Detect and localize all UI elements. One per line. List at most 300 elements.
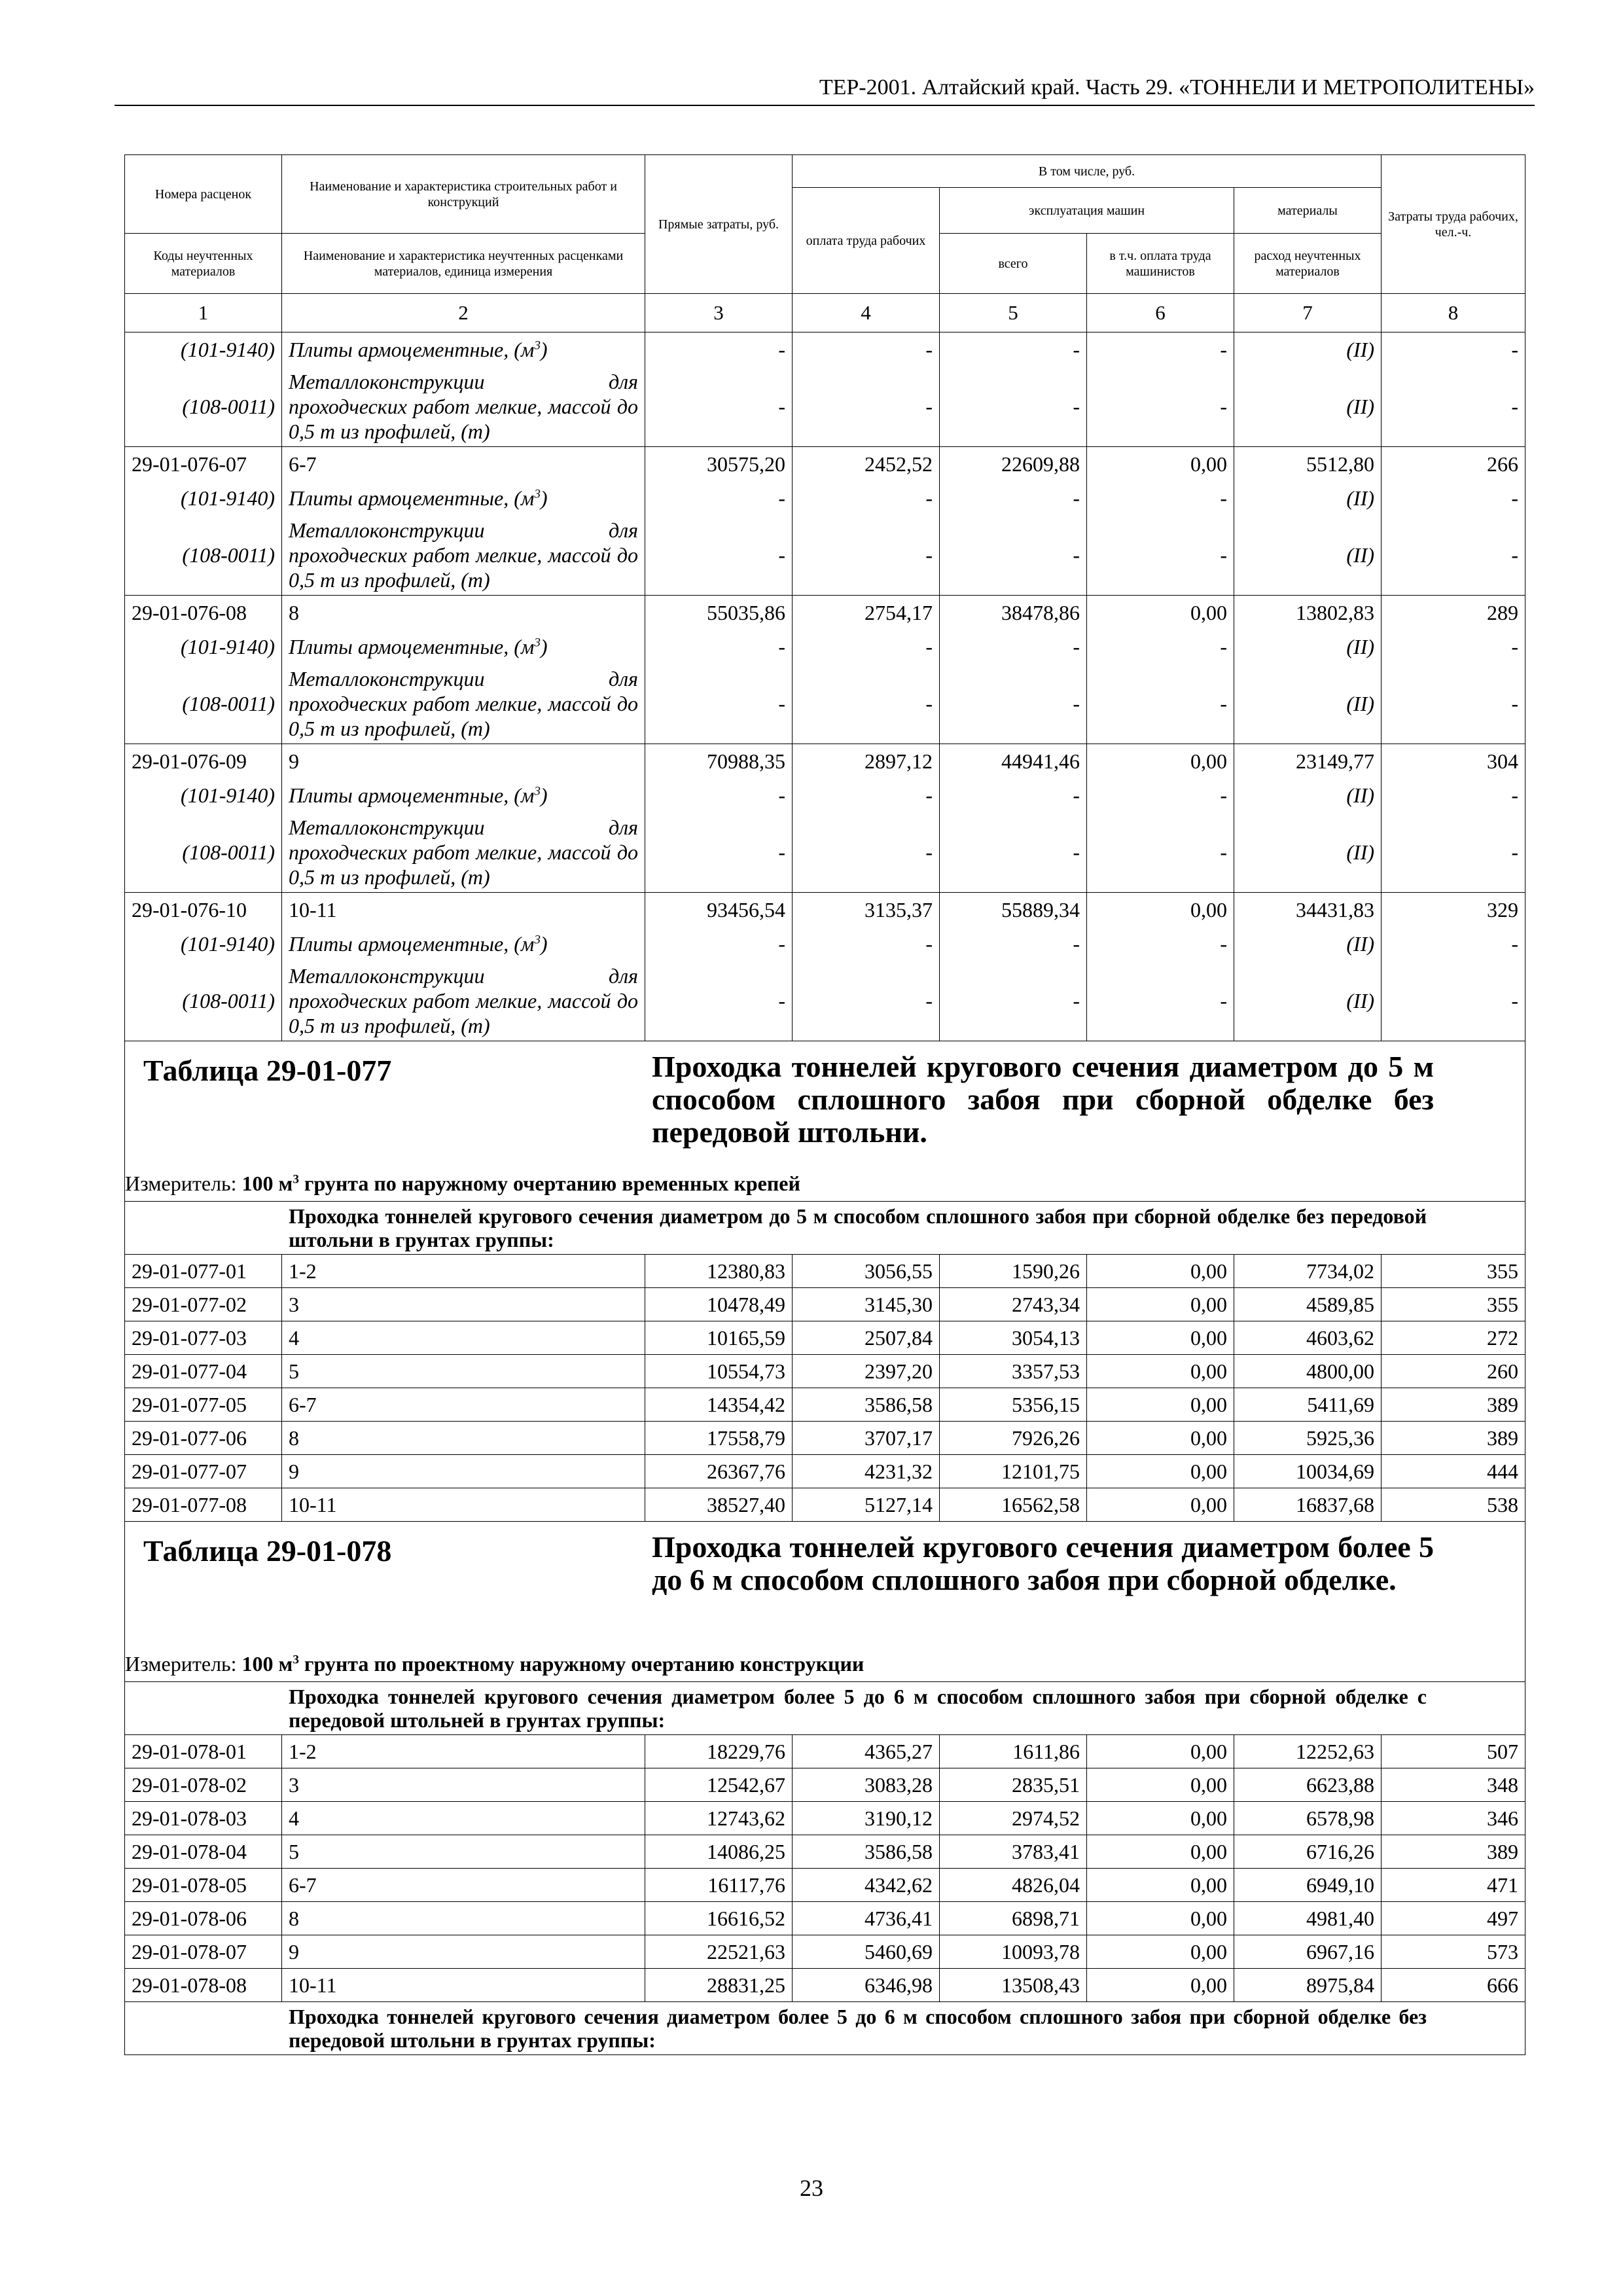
header-rule (115, 105, 1535, 106)
rate-direct: 38527,40 (645, 1488, 793, 1522)
rate-direct: 14354,42 (645, 1388, 793, 1422)
dash-cell: - (1382, 961, 1525, 1041)
measurement-unit (242, 1172, 800, 1195)
rate-hours: 444 (1382, 1455, 1525, 1488)
rate-mat: 4589,85 (1234, 1288, 1382, 1321)
table-title: Проходка тоннелей кругового сечения диаметром более 5 до 6 м способом сплошного забоя при сборной обделке. (652, 1530, 1434, 1596)
rate-code: 29-01-078-06 (125, 1902, 282, 1935)
rate-hours: 355 (1382, 1288, 1525, 1321)
dash-cell: - (940, 961, 1087, 1041)
materials-ii: (II) (1234, 812, 1382, 893)
header-labor-costs: Затраты труда рабочих, чел.-ч. (1382, 155, 1525, 294)
rate-name: 9 (282, 1455, 645, 1488)
rate-name: 10-11 (282, 893, 645, 927)
dash-cell: - (793, 332, 940, 367)
materials-ii: (II) (1234, 664, 1382, 744)
rate-mat: 7734,02 (1234, 1255, 1382, 1288)
rate-mat: 6967,16 (1234, 1935, 1382, 1969)
material-name (282, 481, 645, 515)
rate-direct: 10165,59 (645, 1321, 793, 1355)
page-header: ТЕР-2001. Алтайский край. Часть 29. «ТОННЕЛИ И МЕТРОПОЛИТЕНЫ» (819, 75, 1535, 99)
dash-cell: - (1382, 664, 1525, 744)
rate-oper: 0,00 (1087, 1902, 1234, 1935)
rate-row (125, 1935, 1525, 1969)
rate-labor: 2507,84 (793, 1321, 940, 1355)
rate-name: 6-7 (282, 447, 645, 482)
rate-code: 29-01-078-01 (125, 1735, 282, 1768)
material-row-metal (125, 961, 1525, 1041)
dash-cell: - (645, 778, 793, 812)
rate-oper: 0,00 (1087, 1388, 1234, 1422)
page-number: 23 (800, 2175, 823, 2201)
rate-mat: 10034,69 (1234, 1455, 1382, 1488)
rate-direct: 12542,67 (645, 1768, 793, 1802)
rate-code: 29-01-077-05 (125, 1388, 282, 1422)
rate-mach: 4826,04 (940, 1869, 1087, 1902)
rate-labor: 3145,30 (793, 1288, 940, 1321)
rate-labor: 3056,55 (793, 1255, 940, 1288)
rate-labor: 2397,20 (793, 1355, 940, 1388)
rate-labor: 3586,58 (793, 1388, 940, 1422)
rate-mat: 5925,36 (1234, 1422, 1382, 1455)
measurement-row (125, 1166, 1525, 1202)
rate-hours: 507 (1382, 1735, 1525, 1768)
measurement-label: Измеритель: (125, 1651, 242, 1676)
rate-labor: 3190,12 (793, 1802, 940, 1835)
rate-code: 29-01-077-03 (125, 1321, 282, 1355)
dash-cell: - (940, 515, 1087, 596)
rate-labor: 4231,32 (793, 1455, 940, 1488)
rate-code: 29-01-076-07 (125, 447, 282, 482)
rate-hours: 538 (1382, 1488, 1525, 1522)
rate-row (125, 1455, 1525, 1488)
dash-cell: - (940, 927, 1087, 961)
rate-hours: 497 (1382, 1902, 1525, 1935)
measurement-qty: 100 м (241, 1171, 293, 1195)
rate-mat: 6578,98 (1234, 1802, 1382, 1835)
rates-table-body (125, 155, 1525, 2055)
dash-cell: - (940, 481, 1087, 515)
rate-mach: 10093,78 (940, 1935, 1087, 1969)
rate-name: 5 (282, 1835, 645, 1869)
rate-name: 9 (282, 744, 645, 779)
rate-hours: 471 (1382, 1869, 1525, 1902)
measurement-sup: 3 (293, 1652, 299, 1666)
table-title: Проходка тоннелей кругового сечения диаметром до 5 м способом сплошного забоя при сборной обделке без передовой штольни. (652, 1050, 1434, 1149)
material-name-text: Плиты армоцементные, (м (289, 635, 535, 658)
materials-ii: (II) (1234, 927, 1382, 961)
material-row-plates (125, 927, 1525, 961)
rate-mat: 5512,80 (1234, 447, 1382, 482)
rate-direct: 28831,25 (645, 1969, 793, 2002)
rate-row (125, 1902, 1525, 1935)
rate-oper: 0,00 (1087, 1835, 1234, 1869)
material-name: Металлоконструкции для проходческих работ мелкие, массой до 0,5 т из профилей, (т) (282, 515, 645, 596)
table-title-cell (125, 1041, 1525, 1166)
material-code: (108-0011) (125, 664, 282, 744)
rate-code: 29-01-076-09 (125, 744, 282, 779)
rate-direct: 70988,35 (645, 744, 793, 779)
header-labor-pay: оплата труда рабочих (793, 188, 940, 294)
rate-row (125, 1321, 1525, 1355)
rate-oper: 0,00 (1087, 1488, 1234, 1522)
rate-name: 10-11 (282, 1488, 645, 1522)
dash-cell: - (1087, 778, 1234, 812)
rate-oper: 0,00 (1087, 893, 1234, 927)
material-name: Металлоконструкции для проходческих работ мелкие, массой до 0,5 т из профилей, (т) (282, 367, 645, 447)
material-row-plates (125, 778, 1525, 812)
material-name (282, 927, 645, 961)
dash-cell: - (793, 778, 940, 812)
rate-hours: 666 (1382, 1969, 1525, 2002)
header-material-codes: Коды неучтенных материалов (125, 234, 282, 294)
dash-cell: - (940, 664, 1087, 744)
rate-name: 8 (282, 596, 645, 630)
rate-direct: 16117,76 (645, 1869, 793, 1902)
rate-code: 29-01-077-02 (125, 1288, 282, 1321)
dash-cell: - (940, 367, 1087, 447)
dash-cell: - (1087, 630, 1234, 664)
material-code: (101-9140) (125, 332, 282, 367)
rate-labor: 4736,41 (793, 1902, 940, 1935)
material-name (282, 778, 645, 812)
rate-code: 29-01-078-08 (125, 1969, 282, 2002)
measurement-row (125, 1646, 1525, 1682)
rate-row (125, 1768, 1525, 1802)
material-code: (101-9140) (125, 778, 282, 812)
dash-cell: - (1382, 812, 1525, 893)
rate-code: 29-01-077-07 (125, 1455, 282, 1488)
dash-cell: - (1382, 332, 1525, 367)
rate-oper: 0,00 (1087, 1255, 1234, 1288)
material-unit-sup: 3 (534, 933, 541, 947)
rate-direct: 12743,62 (645, 1802, 793, 1835)
rate-name: 1-2 (282, 1735, 645, 1768)
material-unit-sup: 3 (534, 636, 541, 650)
rate-labor: 3707,17 (793, 1422, 940, 1455)
header-materials-usage: расход неучтенных материалов (1234, 234, 1382, 294)
rate-hours: 389 (1382, 1388, 1525, 1422)
rate-name: 1-2 (282, 1255, 645, 1288)
section-subheader (125, 1682, 1525, 1735)
rate-name: 5 (282, 1355, 645, 1388)
rates-table-wrapper (124, 154, 1525, 2055)
rate-mach: 2743,34 (940, 1288, 1087, 1321)
rate-row (125, 893, 1525, 927)
section-subheader-text: Проходка тоннелей кругового сечения диаметром более 5 до 6 м способом сплошного забоя при сборной обделке без передовой штольни в грунтах группы: (125, 2002, 1525, 2055)
rate-name: 10-11 (282, 1969, 645, 2002)
materials-ii: (II) (1234, 515, 1382, 596)
material-unit-close: ) (540, 932, 548, 956)
rate-labor: 3586,58 (793, 1835, 940, 1869)
rate-oper: 0,00 (1087, 447, 1234, 482)
rate-labor: 2452,52 (793, 447, 940, 482)
dash-cell: - (645, 332, 793, 367)
rate-hours: 304 (1382, 744, 1525, 779)
rate-mach: 44941,46 (940, 744, 1087, 779)
rate-oper: 0,00 (1087, 1768, 1234, 1802)
material-row-plates (125, 481, 1525, 515)
rate-code: 29-01-077-04 (125, 1355, 282, 1388)
rate-hours: 389 (1382, 1835, 1525, 1869)
rate-direct: 55035,86 (645, 596, 793, 630)
dash-cell: - (1382, 630, 1525, 664)
section-subheader (125, 1202, 1525, 1255)
material-row-metal (125, 515, 1525, 596)
measurement-cell (125, 1166, 1525, 1202)
material-row-plates (125, 630, 1525, 664)
table-name: Таблица 29-01-078 (143, 1534, 392, 1568)
dash-cell: - (793, 515, 940, 596)
material-unit-close: ) (540, 338, 548, 361)
rate-labor: 4342,62 (793, 1869, 940, 1902)
header-materials: материалы (1234, 188, 1382, 234)
rate-mach: 3054,13 (940, 1321, 1087, 1355)
dash-cell: - (793, 812, 940, 893)
rate-row (125, 1835, 1525, 1869)
rate-oper: 0,00 (1087, 1355, 1234, 1388)
section-subheader-text: Проходка тоннелей кругового сечения диаметром до 5 м способом сплошного забоя при сборной обделке без передовой штольни в грунтах группы: (125, 1202, 1525, 1255)
dash-cell: - (1382, 515, 1525, 596)
rate-mat: 23149,77 (1234, 744, 1382, 779)
dash-cell: - (793, 961, 940, 1041)
material-unit-close: ) (540, 486, 548, 510)
rate-code: 29-01-078-02 (125, 1768, 282, 1802)
materials-ii: (II) (1234, 961, 1382, 1041)
material-unit-sup: 3 (534, 338, 541, 353)
rate-labor: 5127,14 (793, 1488, 940, 1522)
rate-mach: 2974,52 (940, 1802, 1087, 1835)
rate-oper: 0,00 (1087, 596, 1234, 630)
table-title-block (125, 1041, 1525, 1166)
material-code: (101-9140) (125, 630, 282, 664)
material-code: (108-0011) (125, 367, 282, 447)
dash-cell: - (940, 778, 1087, 812)
rate-mat: 6949,10 (1234, 1869, 1382, 1902)
dash-cell: - (1087, 664, 1234, 744)
measurement-desc: грунта по проектному наружному очертанию конструкции (298, 1651, 865, 1676)
rate-code: 29-01-078-07 (125, 1935, 282, 1969)
rate-mat: 8975,84 (1234, 1969, 1382, 2002)
column-number: 4 (793, 294, 940, 332)
rate-hours: 272 (1382, 1321, 1525, 1355)
column-numbers-row (125, 294, 1525, 332)
column-number: 6 (1087, 294, 1234, 332)
rate-labor: 4365,27 (793, 1735, 940, 1768)
material-unit-close: ) (540, 635, 548, 658)
rate-direct: 10554,73 (645, 1355, 793, 1388)
material-code: (101-9140) (125, 481, 282, 515)
rate-mat: 4603,62 (1234, 1321, 1382, 1355)
dash-cell: - (1087, 961, 1234, 1041)
rate-oper: 0,00 (1087, 1288, 1234, 1321)
rate-name: 4 (282, 1321, 645, 1355)
rate-code: 29-01-076-08 (125, 596, 282, 630)
measurement-cell (125, 1646, 1525, 1682)
table-title-row (125, 1522, 1525, 1647)
rate-mat: 6623,88 (1234, 1768, 1382, 1802)
table-title-cell (125, 1522, 1525, 1647)
section-subheader (125, 2002, 1525, 2055)
rate-hours: 346 (1382, 1802, 1525, 1835)
rate-row (125, 447, 1525, 482)
rate-mach: 22609,88 (940, 447, 1087, 482)
dash-cell: - (1087, 927, 1234, 961)
rate-row (125, 1969, 1525, 2002)
rate-code: 29-01-078-03 (125, 1802, 282, 1835)
rate-direct: 26367,76 (645, 1455, 793, 1488)
rate-direct: 30575,20 (645, 447, 793, 482)
materials-ii: (II) (1234, 778, 1382, 812)
dash-cell: - (1382, 367, 1525, 447)
rate-mat: 6716,26 (1234, 1835, 1382, 1869)
rate-hours: 266 (1382, 447, 1525, 482)
rate-code: 29-01-077-06 (125, 1422, 282, 1455)
rate-code: 29-01-077-01 (125, 1255, 282, 1288)
dash-cell: - (940, 332, 1087, 367)
rate-mach: 1611,86 (940, 1735, 1087, 1768)
dash-cell: - (1382, 778, 1525, 812)
dash-cell: - (645, 961, 793, 1041)
dash-cell: - (793, 927, 940, 961)
dash-cell: - (1087, 332, 1234, 367)
material-code: (108-0011) (125, 515, 282, 596)
column-number: 3 (645, 294, 793, 332)
rate-code: 29-01-077-08 (125, 1488, 282, 1522)
rate-code: 29-01-076-10 (125, 893, 282, 927)
table-title-row (125, 1041, 1525, 1166)
rate-direct: 12380,83 (645, 1255, 793, 1288)
materials-ii: (II) (1234, 630, 1382, 664)
material-name (282, 332, 645, 367)
rate-mach: 5356,15 (940, 1388, 1087, 1422)
rate-mach: 12101,75 (940, 1455, 1087, 1488)
material-name-text: Плиты армоцементные, (м (289, 338, 535, 361)
dash-cell: - (1087, 812, 1234, 893)
rate-labor: 3135,37 (793, 893, 940, 927)
materials-ii: (II) (1234, 481, 1382, 515)
rate-mach: 3783,41 (940, 1835, 1087, 1869)
header-work-name: Наименование и характеристика строительных работ и конструкций (282, 155, 645, 234)
header-machines-total: всего (940, 234, 1087, 294)
rate-oper: 0,00 (1087, 1422, 1234, 1455)
rate-mach: 13508,43 (940, 1969, 1087, 2002)
rate-mach: 16562,58 (940, 1488, 1087, 1522)
header-material-names: Наименование и характеристика неучтенных расценками материалов, единица измерения (282, 234, 645, 294)
rate-hours: 348 (1382, 1768, 1525, 1802)
rate-labor: 2754,17 (793, 596, 940, 630)
dash-cell: - (940, 812, 1087, 893)
materials-ii: (II) (1234, 367, 1382, 447)
rate-direct: 93456,54 (645, 893, 793, 927)
material-row-metal (125, 664, 1525, 744)
rate-name: 4 (282, 1802, 645, 1835)
rate-hours: 289 (1382, 596, 1525, 630)
measurement-unit (242, 1652, 865, 1676)
material-row-metal (125, 812, 1525, 893)
rate-direct: 22521,63 (645, 1935, 793, 1969)
rate-direct: 17558,79 (645, 1422, 793, 1455)
rate-row (125, 1288, 1525, 1321)
rate-direct: 14086,25 (645, 1835, 793, 1869)
rate-oper: 0,00 (1087, 1802, 1234, 1835)
rate-mat: 12252,63 (1234, 1735, 1382, 1768)
rate-code: 29-01-078-05 (125, 1869, 282, 1902)
rate-name: 3 (282, 1288, 645, 1321)
material-name: Металлоконструкции для проходческих работ мелкие, массой до 0,5 т из профилей, (т) (282, 812, 645, 893)
material-unit-sup: 3 (534, 784, 541, 798)
dash-cell: - (1087, 515, 1234, 596)
rate-hours: 329 (1382, 893, 1525, 927)
material-name-text: Плиты армоцементные, (м (289, 932, 535, 956)
rate-direct: 10478,49 (645, 1288, 793, 1321)
measurement-label: Измеритель: (125, 1171, 242, 1195)
rate-direct: 18229,76 (645, 1735, 793, 1768)
rate-row (125, 1422, 1525, 1455)
rate-direct: 16616,52 (645, 1902, 793, 1935)
dash-cell: - (645, 664, 793, 744)
materials-ii: (II) (1234, 332, 1382, 367)
rate-oper: 0,00 (1087, 744, 1234, 779)
material-name-text: Плиты армоцементные, (м (289, 783, 535, 807)
rate-row (125, 1735, 1525, 1768)
rate-labor: 3083,28 (793, 1768, 940, 1802)
rate-mat: 13802,83 (1234, 596, 1382, 630)
column-number: 1 (125, 294, 282, 332)
rate-name: 3 (282, 1768, 645, 1802)
rate-oper: 0,00 (1087, 1321, 1234, 1355)
material-name: Металлоконструкции для проходческих работ мелкие, массой до 0,5 т из профилей, (т) (282, 664, 645, 744)
measurement-sup: 3 (293, 1172, 299, 1186)
dash-cell: - (793, 481, 940, 515)
rate-mach: 7926,26 (940, 1422, 1087, 1455)
dash-cell: - (645, 367, 793, 447)
table-title-block (125, 1522, 1525, 1646)
dash-cell: - (1382, 481, 1525, 515)
material-row-plates (125, 332, 1525, 367)
dash-cell: - (645, 481, 793, 515)
rate-oper: 0,00 (1087, 1455, 1234, 1488)
dash-cell: - (940, 630, 1087, 664)
rate-oper: 0,00 (1087, 1869, 1234, 1902)
rate-labor: 2897,12 (793, 744, 940, 779)
rate-row (125, 744, 1525, 779)
dash-cell: - (1087, 481, 1234, 515)
dash-cell: - (645, 812, 793, 893)
rate-code: 29-01-078-04 (125, 1835, 282, 1869)
column-number: 2 (282, 294, 645, 332)
section-subheader-text: Проходка тоннелей кругового сечения диаметром более 5 до 6 м способом сплошного забоя при сборной обделке с передовой штольней в грунтах группы: (125, 1682, 1525, 1735)
rate-row (125, 1869, 1525, 1902)
rate-mach: 6898,71 (940, 1902, 1087, 1935)
rate-row (125, 1255, 1525, 1288)
rate-row (125, 1802, 1525, 1835)
column-number: 8 (1382, 294, 1525, 332)
rate-row (125, 596, 1525, 630)
header-in-total: В том числе, руб. (793, 155, 1382, 188)
measurement-desc: грунта по наружному очертанию временных крепей (298, 1171, 800, 1195)
rate-hours: 355 (1382, 1255, 1525, 1288)
dash-cell: - (645, 630, 793, 664)
rate-row (125, 1488, 1525, 1522)
rate-labor: 6346,98 (793, 1969, 940, 2002)
material-code: (108-0011) (125, 961, 282, 1041)
table-name: Таблица 29-01-077 (143, 1054, 392, 1087)
material-row-metal (125, 367, 1525, 447)
rate-oper: 0,00 (1087, 1735, 1234, 1768)
rate-name: 6-7 (282, 1388, 645, 1422)
rate-mat: 5411,69 (1234, 1388, 1382, 1422)
